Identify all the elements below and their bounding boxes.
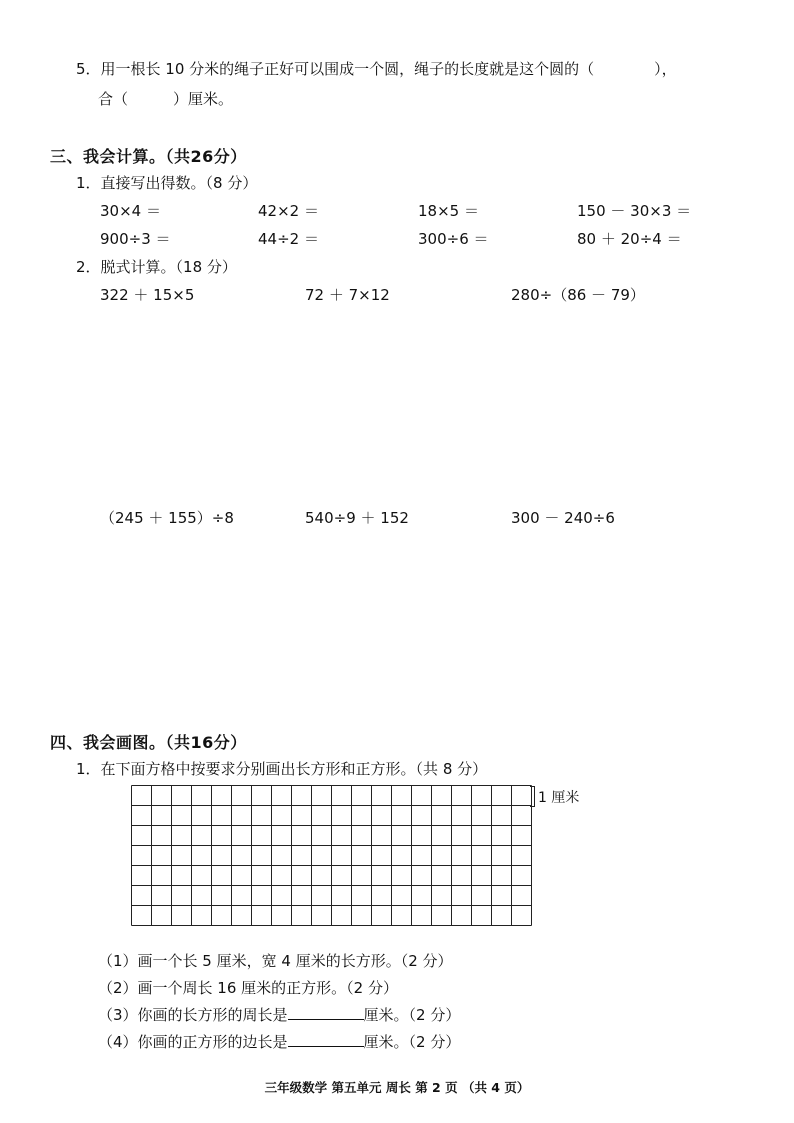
task-text-before: （4）你画的正方形的边长是 (98, 1033, 288, 1051)
grid-unit-label: 1 厘米 (538, 790, 580, 806)
page-footer: 三年级数学 第五单元 周长 第 2 页 （共 4 页） (264, 1080, 530, 1095)
section-3-title: 三、我会计算。（共26分） (50, 147, 247, 166)
mental-math-item: 80 ＋ 20÷4 ＝ (577, 230, 682, 248)
step-calc-item: 280÷（86 － 79） (511, 286, 645, 304)
step-calc-item: （245 ＋ 155）÷8 (100, 509, 234, 527)
drawing-grid[interactable] (131, 785, 539, 927)
question-5-line2: 合（ ）厘米。 (98, 90, 234, 108)
mental-math-item: 300÷6 ＝ (418, 230, 489, 248)
drawing-task-side-length (98, 1031, 460, 1052)
step-calc-item: 322 ＋ 15×5 (100, 286, 195, 304)
step-calc-item: 300 － 240÷6 (511, 509, 615, 527)
mental-math-item: 44÷2 ＝ (258, 230, 319, 248)
answer-blank[interactable] (288, 1032, 364, 1047)
drawing-task-perimeter (98, 1004, 460, 1025)
task-text-after: 厘米。（2 分） (363, 1033, 461, 1051)
mental-math-item: 150 － 30×3 ＝ (577, 202, 692, 220)
answer-blank[interactable] (288, 1005, 364, 1020)
mental-math-item: 42×2 ＝ (258, 202, 319, 220)
task-text-before: （3）你画的长方形的周长是 (98, 1006, 288, 1024)
mental-math-item: 30×4 ＝ (100, 202, 161, 220)
mental-math-item: 900÷3 ＝ (100, 230, 171, 248)
task-text-after: 厘米。（2 分） (363, 1006, 461, 1024)
section-4-title: 四、我会画图。（共16分） (50, 733, 247, 752)
question-5-line1: 5．用一根长 10 分米的绳子正好可以围成一个圆，绳子的长度就是这个圆的（ ）， (76, 60, 677, 78)
drawing-task: （2）画一个周长 16 厘米的正方形。（2 分） (98, 979, 398, 997)
section-3-part-1-title: 1．直接写出得数。（8 分） (76, 174, 258, 192)
section-3-part-2-title: 2．脱式计算。（18 分） (76, 258, 237, 276)
section-4-part-1-title: 1．在下面方格中按要求分别画出长方形和正方形。（共 8 分） (76, 760, 488, 778)
drawing-task: （1）画一个长 5 厘米，宽 4 厘米的长方形。（2 分） (98, 952, 453, 970)
unit-bracket (530, 786, 535, 807)
mental-math-item: 18×5 ＝ (418, 202, 479, 220)
step-calc-item: 72 ＋ 7×12 (305, 286, 390, 304)
step-calc-item: 540÷9 ＋ 152 (305, 509, 409, 527)
